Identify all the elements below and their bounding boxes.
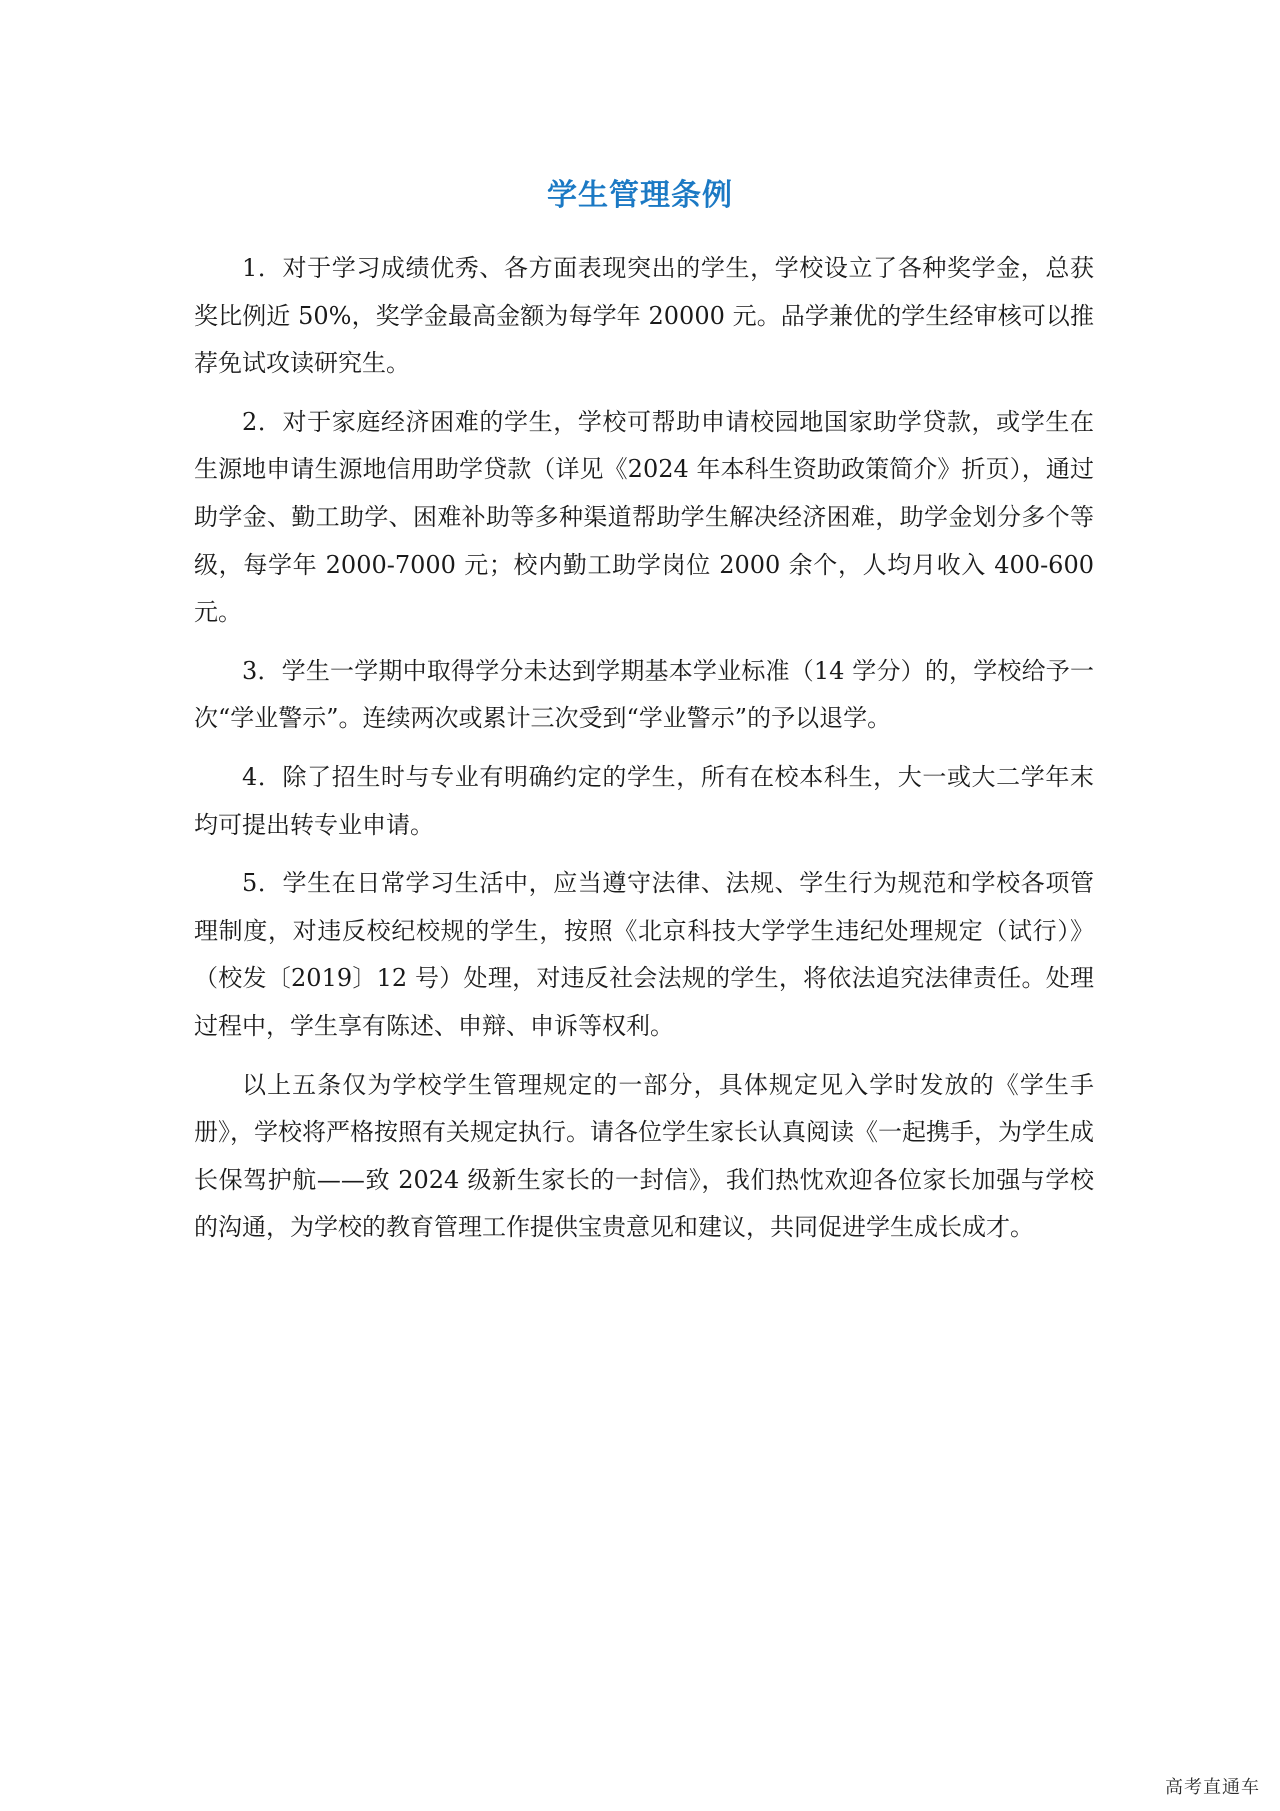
paragraph-2: 2．对于家庭经济困难的学生，学校可帮助申请校园地国家助学贷款，或学生在生源地申请生源地信用助学贷款（详见《2024 年本科生资助政策简介》折页），通过助学金、勤工助学、困难补助等多种渠道帮助学生解决经济困难，助学金划分多个等级，每学年 2000-7000 元；校内勤工助学岗位 2000 余个，人均月收入 400-600 元。 bbox=[194, 407, 1094, 627]
document-title: 学生管理条例 bbox=[547, 178, 733, 213]
paragraph-5: 5．学生在日常学习生活中，应当遵守法律、法规、学生行为规范和学校各项管理制度，对违反校纪校规的学生，按照《北京科技大学学生违纪处理规定（试行）》（校发〔2019〕12 号）处理，对违反社会法规的学生，将依法追究法律责任。处理过程中，学生享有陈述、申辩、申诉等权利。 bbox=[194, 869, 1094, 1040]
watermark-text: 高考直通车 bbox=[1165, 1777, 1260, 1798]
document-body bbox=[194, 245, 1094, 1263]
paragraph-3: 3．学生一学期中取得学分未达到学期基本学业标准（14 学分）的，学校给予一次“学业警示”。连续两次或累计三次受到“学业警示”的予以退学。 bbox=[194, 656, 1094, 733]
closing-paragraph: 以上五条仅为学校学生管理规定的一部分，具体规定见入学时发放的《学生手册》，学校将严格按照有关规定执行。请各位学生家长认真阅读《一起携手，为学生成长保驾护航——致 2024 级新生家长的一封信》，我们热忱欢迎各位家长加强与学校的沟通，为学校的教育管理工作提供宝贵意见和建议，共同促进学生成长成才。 bbox=[194, 1070, 1094, 1242]
paragraph-4: 4．除了招生时与专业有明确约定的学生，所有在校本科生，大一或大二学年末均可提出转专业申请。 bbox=[194, 762, 1094, 839]
paragraph-1: 1．对于学习成绩优秀、各方面表现突出的学生，学校设立了各种奖学金，总获奖比例近 50%，奖学金最高金额为每学年 20000 元。品学兼优的学生经审核可以推荐免试攻读研究生。 bbox=[194, 254, 1094, 378]
